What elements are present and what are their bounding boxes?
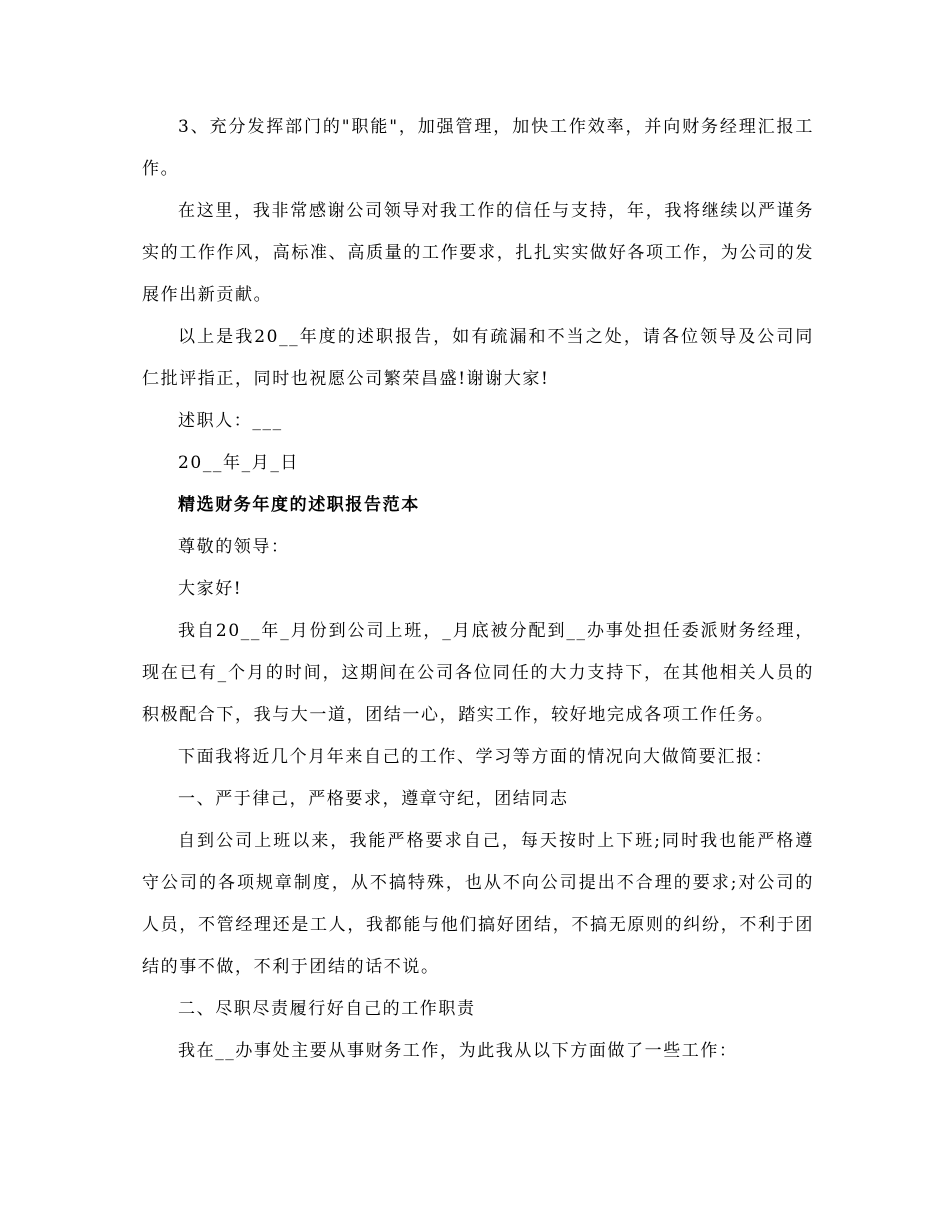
paragraph-closing: 以上是我20__年度的述职报告，如有疏漏和不当之处，请各位领导及公司同仁批评指正，同时也祝愿公司繁荣昌盛!谢谢大家! (142, 327, 814, 389)
paragraph-intro: 我自20__年_月份到公司上班，_月底被分配到__办事处担任委派财务经理，现在已有_个月的时间，这期间在公司各位同任的大力支持下，在其他相关人员的积极配合下，我与大一道，团结一心，踏实工作，较好地完成各项工作任务。 (142, 621, 814, 725)
paragraph-duties: 我在__办事处主要从事财务工作，为此我从以下方面做了一些工作： (178, 1041, 738, 1061)
paragraph-item-3: 3、充分发挥部门的"职能"，加强管理，加快工作效率，并向财务经理汇报工作。 (142, 117, 814, 179)
paragraph-summary: 下面我将近几个月年来自己的工作、学习等方面的情况向大做简要汇报： (178, 747, 774, 767)
greeting: 大家好! (178, 579, 243, 599)
paragraph-discipline: 自到公司上班以来，我能严格要求自己，每天按时上下班;同时我也能严格遵守公司的各项规章制度，从不搞特殊，也从不向公司提出不合理的要求;对公司的人员，不管经理还是工人，我都能与他们搞好团结，不搞无原则的纠纷，不利于团结的事不做，不利于团结的话不说。 (142, 831, 814, 977)
paragraph-thanks: 在这里，我非常感谢公司领导对我工作的信任与支持，年，我将继续以严谨务实的工作作风，高标准、高质量的工作要求，扎扎实实做好各项工作，为公司的发展作出新贡献。 (142, 201, 814, 305)
subheading-one: 一、严于律己，严格要求，遵章守纪，团结同志 (178, 789, 569, 809)
subheading-two: 二、尽职尽责履行好自己的工作职责 (178, 999, 476, 1019)
reporter-line: 述职人：___ (178, 411, 283, 431)
section-title: 精选财务年度的述职报告范本 (178, 495, 420, 515)
document-content (142, 106, 814, 1072)
date-line: 20__年_月_日 (178, 453, 300, 473)
salutation: 尊敬的领导： (178, 537, 290, 557)
